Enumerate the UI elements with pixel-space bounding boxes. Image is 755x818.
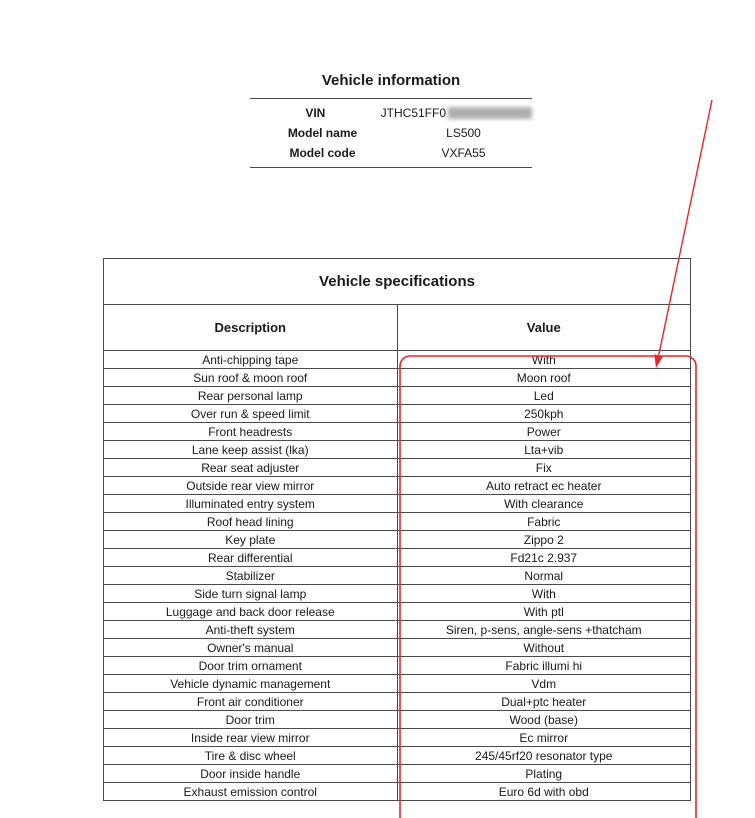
column-header-value: Value bbox=[397, 305, 691, 351]
spec-description-cell: Over run & speed limit bbox=[104, 405, 398, 423]
spec-value-cell: Fabric illumi hi bbox=[397, 657, 691, 675]
spec-value-cell: Power bbox=[397, 423, 691, 441]
table-row bbox=[104, 531, 691, 549]
table-row bbox=[104, 639, 691, 657]
spec-value-cell: Euro 6d with obd bbox=[397, 783, 691, 801]
table-row bbox=[104, 405, 691, 423]
spec-value-cell: Siren, p-sens, angle-sens +thatcham bbox=[397, 621, 691, 639]
vehicle-information-section bbox=[250, 72, 532, 168]
model-code-value: VXFA55 bbox=[441, 146, 486, 160]
spec-description-cell: Vehicle dynamic management bbox=[104, 675, 398, 693]
table-row bbox=[104, 675, 691, 693]
spec-description-cell: Front headrests bbox=[104, 423, 398, 441]
spec-value-cell: With ptl bbox=[397, 603, 691, 621]
spec-value-cell: Lta+vib bbox=[397, 441, 691, 459]
table-row bbox=[104, 765, 691, 783]
spec-description-cell: Sun roof & moon roof bbox=[104, 369, 398, 387]
specs-title-row bbox=[104, 259, 691, 305]
spec-value-cell: Dual+ptc heater bbox=[397, 693, 691, 711]
table-row bbox=[104, 495, 691, 513]
spec-value-cell: Plating bbox=[397, 765, 691, 783]
vehicle-information-title: Vehicle information bbox=[321, 72, 461, 89]
table-row bbox=[104, 369, 691, 387]
vehicle-information-table bbox=[250, 98, 532, 168]
table-row bbox=[104, 423, 691, 441]
spec-value-cell: Fabric bbox=[397, 513, 691, 531]
spec-description-cell: Illuminated entry system bbox=[104, 495, 398, 513]
info-row-vin bbox=[250, 103, 532, 123]
spec-description-cell: Rear differential bbox=[104, 549, 398, 567]
table-row bbox=[104, 567, 691, 585]
spec-value-cell: Without bbox=[397, 639, 691, 657]
table-row bbox=[104, 657, 691, 675]
table-row bbox=[104, 585, 691, 603]
info-row-model-name bbox=[250, 123, 532, 143]
info-row-model-code bbox=[250, 143, 532, 163]
spec-value-cell: 250kph bbox=[397, 405, 691, 423]
spec-value-cell: Wood (base) bbox=[397, 711, 691, 729]
spec-description-cell: Roof head lining bbox=[104, 513, 398, 531]
table-row bbox=[104, 513, 691, 531]
spec-description-cell: Rear seat adjuster bbox=[104, 459, 398, 477]
table-row bbox=[104, 729, 691, 747]
spec-value-cell: 245/45rf20 resonator type bbox=[397, 747, 691, 765]
table-row bbox=[104, 711, 691, 729]
spec-description-cell: Inside rear view mirror bbox=[104, 729, 398, 747]
specs-header-row bbox=[104, 305, 691, 351]
spec-value-cell: Vdm bbox=[397, 675, 691, 693]
spec-description-cell: Lane keep assist (lka) bbox=[104, 441, 398, 459]
spec-value-cell: Fd21c 2.937 bbox=[397, 549, 691, 567]
table-row bbox=[104, 459, 691, 477]
spec-description-cell: Luggage and back door release bbox=[104, 603, 398, 621]
spec-value-cell: With bbox=[397, 351, 691, 369]
spec-value-cell: Moon roof bbox=[397, 369, 691, 387]
spec-description-cell: Key plate bbox=[104, 531, 398, 549]
vehicle-specifications-table bbox=[103, 258, 691, 801]
spec-description-cell: Door inside handle bbox=[104, 765, 398, 783]
model-name-value: LS500 bbox=[446, 126, 481, 140]
spec-description-cell: Tire & disc wheel bbox=[104, 747, 398, 765]
spec-description-cell: Owner's manual bbox=[104, 639, 398, 657]
table-row bbox=[104, 783, 691, 801]
table-row bbox=[104, 747, 691, 765]
spec-description-cell: Rear personal lamp bbox=[104, 387, 398, 405]
spec-description-cell: Stabilizer bbox=[104, 567, 398, 585]
table-row bbox=[104, 477, 691, 495]
vin-value bbox=[381, 106, 532, 120]
vehicle-specifications-section bbox=[103, 258, 691, 801]
spec-value-cell: Fix bbox=[397, 459, 691, 477]
specs-table-body bbox=[104, 351, 691, 801]
spec-value-cell: Led bbox=[397, 387, 691, 405]
model-code-label: Model code bbox=[289, 146, 356, 160]
vin-redacted-block bbox=[448, 107, 532, 119]
table-row bbox=[104, 549, 691, 567]
spec-description-cell: Front air conditioner bbox=[104, 693, 398, 711]
table-row bbox=[104, 387, 691, 405]
table-row bbox=[104, 351, 691, 369]
spec-value-cell: With bbox=[397, 585, 691, 603]
spec-description-cell: Outside rear view mirror bbox=[104, 477, 398, 495]
model-name-label: Model name bbox=[287, 126, 358, 140]
table-row bbox=[104, 441, 691, 459]
table-row bbox=[104, 603, 691, 621]
spec-description-cell: Door trim ornament bbox=[104, 657, 398, 675]
spec-value-cell: Normal bbox=[397, 567, 691, 585]
spec-description-cell: Anti-theft system bbox=[104, 621, 398, 639]
spec-description-cell: Side turn signal lamp bbox=[104, 585, 398, 603]
spec-value-cell: Zippo 2 bbox=[397, 531, 691, 549]
spec-description-cell: Anti-chipping tape bbox=[104, 351, 398, 369]
spec-value-cell: With clearance bbox=[397, 495, 691, 513]
spec-description-cell: Door trim bbox=[104, 711, 398, 729]
table-row bbox=[104, 693, 691, 711]
column-header-description: Description bbox=[104, 305, 398, 351]
spec-value-cell: Ec mirror bbox=[397, 729, 691, 747]
vin-label: VIN bbox=[305, 106, 326, 120]
vin-visible-text: JTHC51FF0 bbox=[380, 106, 446, 120]
vehicle-specifications-title: Vehicle specifications bbox=[104, 259, 691, 305]
table-row bbox=[104, 621, 691, 639]
spec-value-cell: Auto retract ec heater bbox=[397, 477, 691, 495]
spec-description-cell: Exhaust emission control bbox=[104, 783, 398, 801]
